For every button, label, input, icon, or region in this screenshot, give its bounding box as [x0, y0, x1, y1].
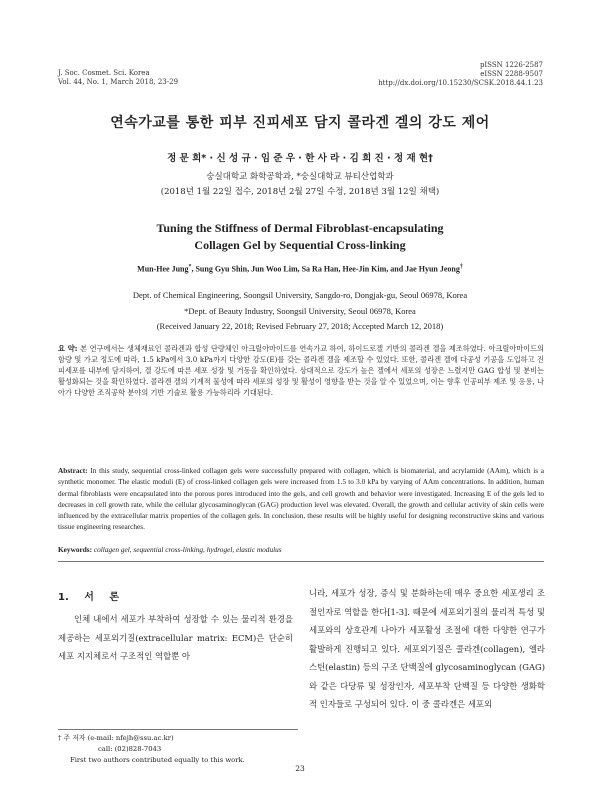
- english-abstract-text: In this study, sequential cross-linked collagen gels were successfully prepared with collagen, which is biomaterial, and acrylamide (AAm), which is a synthetic monomer. The elastic moduli (E) of cross-linked collagen gels were increased from 1.5 to 3.0 kPa by varying of AAm concentrations. In addition, human dermal fibroblasts were encapsulated into the porous pores introduced into the gels, and cell growth and behavior were investigated. Increasing E of the gels led to decreases in cell growth rate, while the cellular glycosaminoglycan (GAG) production level was elevated. Overall, the growth and cellular activity of skin cells were influenced by the extracellular matrix properties of the collagen gels. In conclusion, these results will be highly useful for designing reconstructive skins and various tissue engineering researches.: [58, 466, 545, 532]
- korean-abstract-label: 요 약:: [58, 344, 78, 353]
- section-number: 1.: [58, 592, 69, 603]
- footnote-divider: [58, 729, 298, 730]
- english-abstract: [58, 465, 544, 533]
- korean-abstract: [58, 344, 544, 399]
- journal-header: [58, 69, 178, 87]
- eissn: eISSN 2288-9507: [480, 70, 543, 78]
- footnote-email: † 주 저자 (e-mail: nfejh@ssu.ac.kr): [58, 734, 174, 742]
- footnote-contribution: First two authors contributed equally to this work.: [70, 756, 245, 764]
- issn-header: [330, 61, 543, 88]
- abstract-divider: [58, 561, 544, 562]
- pissn: pISSN 1226-2587: [479, 61, 543, 69]
- body-column-right: 니라, 세포가 성장, 증식 및 분화하는데 매우 중요한 세포생리 조절인자로 역할을 한다[1-3]. 때문에 세포외기질의 물리적 특성 및 세포와의 상호관계 나아가 세포활성 조절에 대한 다양한 연구가 활발하게 진행되고 있다. 세포외기질은 콜라겐(collagen), 엘라스틴(elastin) 등의 구조 단백질에 glycosaminoglycan (GAG)와 같은 다당류 및 성장인자, 세포부착 단백질 등 다양한 생화학적 인자들로 구성되어 있다. 이 중 콜라겐은 세포외: [309, 588, 545, 709]
- keywords: [58, 545, 544, 554]
- keywords-label: Keywords:: [58, 545, 93, 554]
- korean-abstract-text: 본 연구에서는 생체재료인 콜라겐과 합성 단량체인 아크릴아마이드를 연속가교 하여, 하이드로겔 기반의 콜라겐 겔을 제조하였다. 아크릴아마이드의 함량 및 가교 정도에 따라, 1.5 kPa에서 3.0 kPa까지 다양한 강도(E)를 갖는 콜라겐 겔을 제조할 수 있었다. 또한, 콜라겐 겔에 다공성 기공을 도입하고 진피세포를 내부에 담지하여, 겔 강도에 따른 세포 성장 및 거동을 확인하였다. 상대적으로 강도가 높은 겔에서 세포의 성장은 느렸지만 GAG 합성 및 분비는 활성화되는 것을 확인하였다. 콜라겐 겔의 기계적 물성에 따라 세포의 성장 및 활성이 영향을 받는 것을 알 수 있었으며, 이는 향후 인공피부 제조 및 응용, 나아가 다양한 조직공학 분야의 기반 기술로 활용 가능하리라 기대된다.: [58, 344, 545, 397]
- other-authors: , Sung Gyu Shin, Jun Woo Lim, Sa Ra Han, Hee-Jin Kim, and Jae Hyun Jeong: [191, 264, 460, 274]
- journal-volume: Vol. 44, No. 1, March 2018, 23-29: [58, 78, 179, 86]
- korean-title: 연속가교를 통한 피부 진피세포 담지 콜라겐 겔의 강도 제어: [110, 115, 490, 131]
- journal-name: J. Soc. Cosmet. Sci. Korea: [58, 69, 150, 77]
- keywords-text: collagen gel, sequential cross-linking, hydrogel, elastic modulus: [93, 545, 282, 554]
- section-title: 서 론: [84, 592, 120, 603]
- corresponding-mark: †: [459, 264, 463, 270]
- body-left-text: 인체 내에서 세포가 부착하여 성장할 수 있는 물리적 환경을 제공하는 세포외기질(extracellular matrix: ECM)은 단순히 세포 지지체로서 구조적인 역할뿐 아: [58, 614, 293, 661]
- first-author: Mun-Hee Jung: [137, 264, 189, 274]
- english-affiliation-block: [0, 288, 600, 335]
- english-affiliation-1: Dept. of Chemical Engineering, Soongsil University, Sangdo-ro, Dongjak-gu, Seoul 06978, Korea: [132, 290, 468, 300]
- korean-dates: (2018년 1월 22일 접수, 2018년 2월 27일 수정, 2018년 3월 12일 채택): [160, 187, 440, 197]
- english-affiliation-2: *Dept. of Beauty Industry, Soongsil University, Seoul 06978, Korea: [184, 305, 416, 316]
- korean-authors: 정 문 희* · 신 성 규 · 임 준 우 · 한 사 라 · 김 희 진 · 정 재 현†: [167, 153, 433, 164]
- doi-link[interactable]: http://dx.doi.org/10.15230/SCSK.2018.44.1.23: [378, 79, 543, 87]
- english-title: [0, 220, 600, 254]
- page-number: 23: [295, 764, 305, 773]
- english-title-line1: Tuning the Stiffness of Dermal Fibroblast-encapsulating: [156, 221, 444, 235]
- section-heading: [58, 588, 119, 603]
- korean-affiliation: 숭실대학교 화학공학과, *숭실대학교 뷰티산업학과: [206, 172, 394, 182]
- english-authors: [0, 264, 600, 274]
- body-column-left: [58, 610, 293, 666]
- first-author-mark: *: [188, 264, 192, 270]
- korean-affiliation-block: [0, 170, 600, 200]
- english-title-line2: Collagen Gel by Sequential Cross-linking: [194, 238, 406, 252]
- english-dates: (Received January 22, 2018; Revised February 27, 2018; Accepted March 12, 2018): [156, 321, 444, 331]
- english-abstract-label: Abstract:: [58, 466, 88, 475]
- footnote: [58, 733, 298, 766]
- footnote-phone: call: (02)828-7043: [98, 745, 162, 753]
